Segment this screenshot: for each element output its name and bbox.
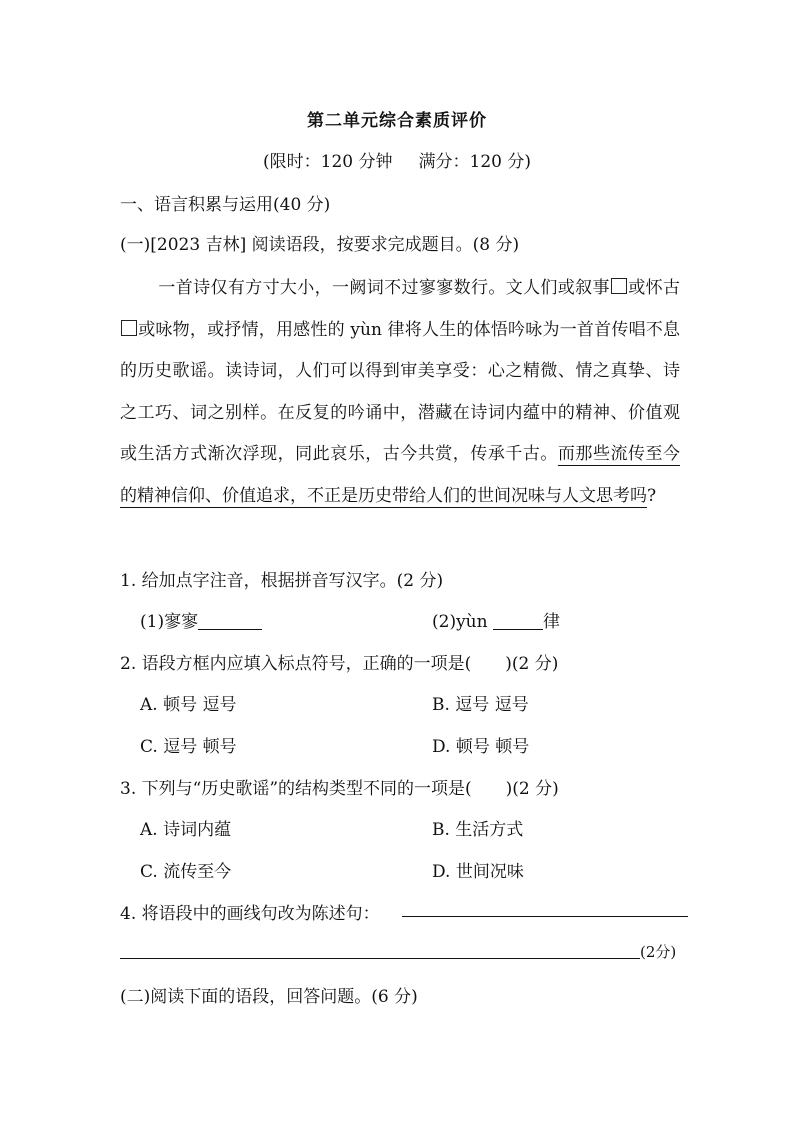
answer-blank-2[interactable] bbox=[493, 611, 543, 630]
question-3-points: )(2 分) bbox=[505, 779, 559, 799]
q1-item-2-suffix: 律 bbox=[543, 612, 560, 632]
q3-option-b[interactable]: B. 生活方式 bbox=[432, 820, 524, 840]
question-4-points: (2分) bbox=[640, 943, 677, 961]
q1-item-1-label: (1)寥寥 bbox=[140, 612, 199, 632]
q2-option-d[interactable]: D. 顿号 顿号 bbox=[432, 737, 530, 757]
question-3 bbox=[120, 774, 559, 799]
q3-option-a[interactable]: A. 诗词内蕴 bbox=[140, 820, 232, 840]
question-4: 4. 将语段中的画线句改为陈述句： bbox=[120, 904, 380, 924]
answer-line-2[interactable] bbox=[120, 958, 640, 959]
answer-line-1[interactable] bbox=[402, 916, 688, 917]
passage-text-a: 一首诗仅有方寸大小，一阙词不过寥寥数行。文人们或叙事 bbox=[158, 278, 610, 298]
time-limit: (限时：120 分钟 bbox=[263, 152, 393, 172]
exam-info bbox=[0, 147, 794, 172]
q1-item-2-label: (2)yùn bbox=[432, 612, 493, 632]
q1-item-2 bbox=[432, 607, 560, 632]
q2-option-a[interactable]: A. 顿号 逗号 bbox=[140, 695, 237, 715]
answer-blank-1[interactable] bbox=[198, 611, 262, 630]
question-2 bbox=[120, 649, 558, 674]
full-score: 满分：120 分) bbox=[418, 152, 531, 172]
q3-option-c[interactable]: C. 流传至今 bbox=[140, 862, 232, 882]
page-title: 第二单元综合素质评价 bbox=[307, 111, 487, 131]
blank-box-2 bbox=[121, 320, 137, 336]
passage-text-c: 或咏物，或抒情，用感性的 yùn 律将人生的体悟吟咏为一首首传唱不息的历史歌谣。读诗词，人们可以得到审美享受：心之精微、情之真挚、诗之工巧、词之别样。在反复的吟诵中，潜藏在诗词内蕴中的精神、价值观或生活方式渐次浮现，同此哀乐，古今共赏，传承千古。 bbox=[120, 319, 680, 464]
question-3-text: 3. 下列与“历史歌谣”的结构类型不同的一项是( bbox=[120, 779, 472, 799]
section-heading: 一、语言积累与运用(40 分) bbox=[120, 195, 331, 215]
reading-passage bbox=[120, 268, 680, 517]
q2-option-b[interactable]: B. 逗号 逗号 bbox=[432, 695, 529, 715]
underlined-sentence: 而那些流传至今的精神信仰、价值追求，不正是历史带给人们的世间况味与人文思考吗 bbox=[120, 444, 681, 506]
q2-option-c[interactable]: C. 逗号 顿号 bbox=[140, 737, 237, 757]
q1-item-1 bbox=[140, 607, 262, 632]
question-mark: ? bbox=[647, 485, 657, 506]
part-one-heading: (一)[2023 吉林] 阅读语段，按要求完成题目。(8 分) bbox=[120, 235, 520, 255]
part-two-heading: (二)阅读下面的语段，回答问题。(6 分) bbox=[120, 987, 418, 1007]
question-2-text: 2. 语段方框内应填入标点符号，正确的一项是( bbox=[120, 654, 472, 674]
blank-box-1 bbox=[611, 278, 627, 294]
question-2-points: )(2 分) bbox=[505, 654, 559, 674]
question-1: 1. 给加点字注音，根据拼音写汉字。(2 分) bbox=[120, 571, 444, 591]
q3-option-d[interactable]: D. 世间况味 bbox=[432, 862, 524, 882]
passage-text-b: 或怀古 bbox=[627, 278, 681, 298]
